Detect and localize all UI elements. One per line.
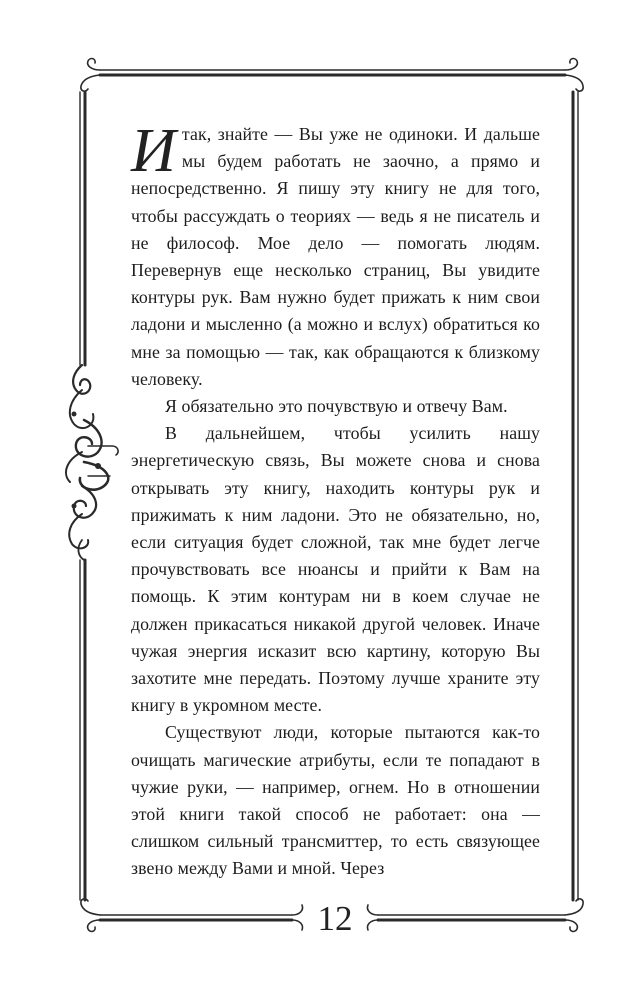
- paragraph: Я обязательно это почувствую и отвечу Вам.: [165, 396, 508, 417]
- page-number-flourish-right: [367, 905, 378, 930]
- corner-scroll-bottom-left: [81, 899, 100, 932]
- paragraph-first: [131, 117, 540, 393]
- drop-cap: И: [131, 117, 176, 185]
- page-number: 12: [317, 899, 353, 938]
- paragraph: В дальнейшем, чтобы усилить нашу энергетическую связь, Вы можете снова и снова открывать эту книгу, находить контуры рук и прижимать к ним ладони. Это не обязательно, но, если ситуация будет сложной, так мне будет легче прочувствовать все нюансы и прийти к Вам на помощь. К этим контурам ни в коем случае не должен прикасаться никакой другой человек. Иначе чужая энергия исказит всю картину, которую Вы захотите мне передать. Поэтому лучше храните эту книгу в укромном месте.: [131, 423, 540, 716]
- paragraph-first-text: так, знайте — Вы уже не одиноки. И дальше мы будем работать не заочно, а прямо и непосредственно. Я пишу эту книгу не для того, чтобы рассуждать о теориях — ведь я не писатель и не философ. Мое дело — помогать людям. Перевернув еще несколько страниц, Вы увидите контуры рук. Вам нужно будет прижать к ним свои ладони и мысленно (а можно и вслух) обратиться ко мне за помощью — так, как обращаются к близкому человеку.: [131, 124, 540, 389]
- corner-scroll-top-right: [565, 59, 583, 92]
- paragraph: Существуют люди, которые пытаются как-то очищать магические атрибуты, если те попадают в чужие руки, — например, огнем. Но в отношении этой книги такой способ не работает: она — слишком сильный трансмиттер, то есть связующее звено между Вами и мной. Через: [131, 722, 540, 879]
- corner-scroll-top-left: [81, 59, 100, 92]
- corner-scroll-bottom-right: [565, 899, 583, 932]
- body-text: [131, 117, 540, 883]
- page-number-flourish-left: [292, 905, 303, 930]
- left-vignette-icon: [66, 365, 118, 560]
